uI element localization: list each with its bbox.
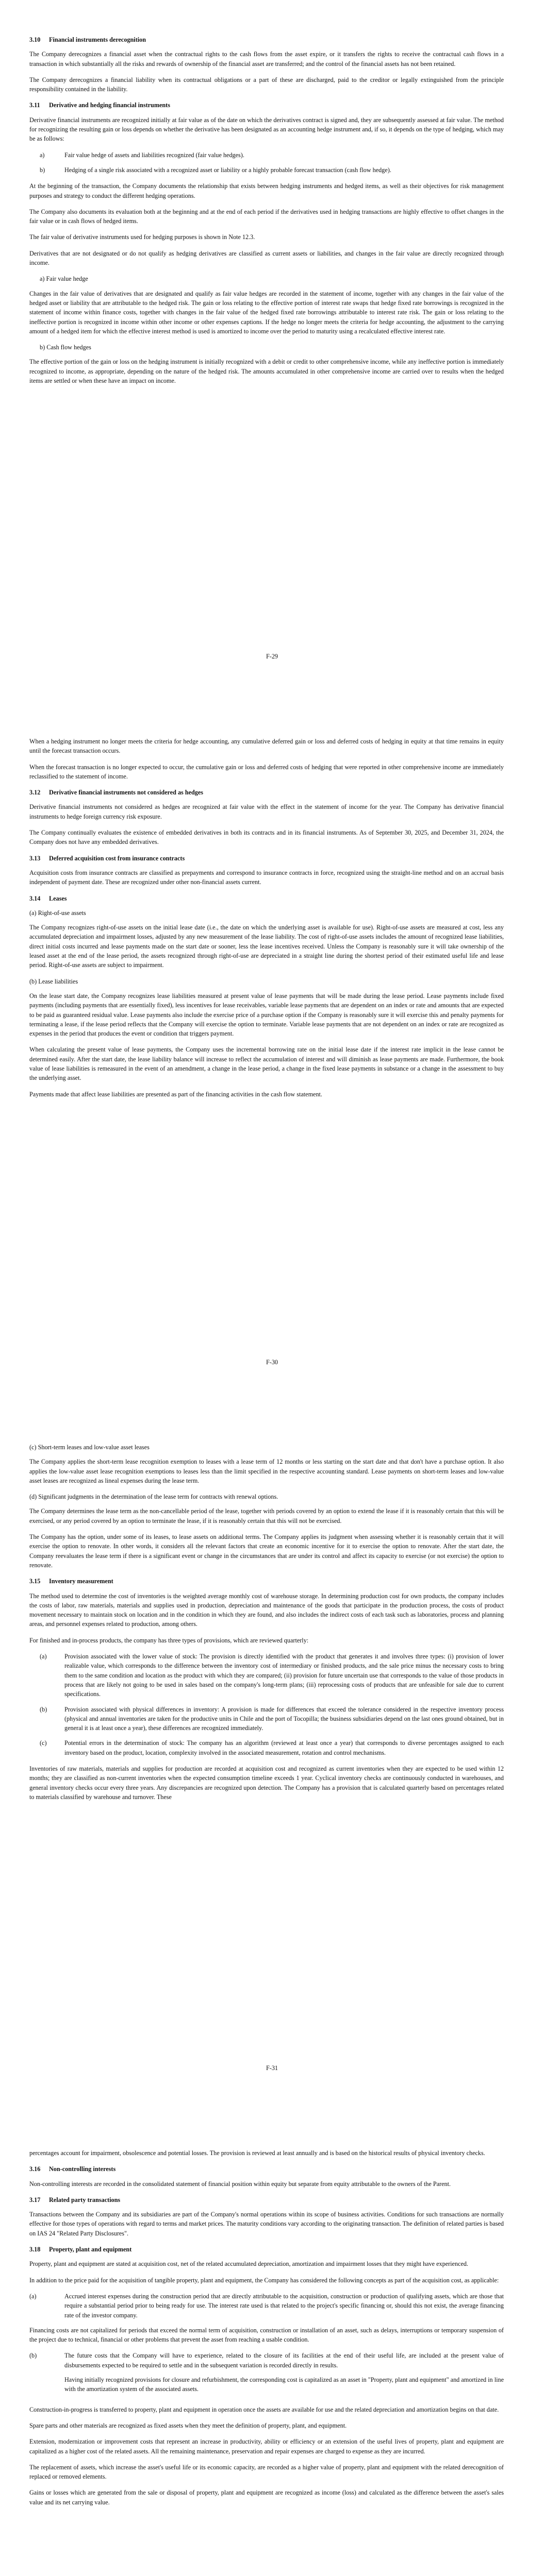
paragraph: Derivative financial instruments are recognized initially at fair value as of the date on which the derivatives contract is signed and, they are subsequently assessed at fair value. The method for recognizing the resulting gain or loss depends on whether the derivative has been designated as an accounting hedge instrument and, if so, it depends on the type of hedging, which may be as follows:	[29, 116, 504, 143]
list-item: a) Fair value hedge of assets and liabilities recognized (fair value hedges).	[40, 151, 244, 159]
paragraph: Transactions between the Company and its subsidiaries are part of the Company's normal operations within its scope of business activities. Conditions for such transactions are normally effective for those types of operations with regard to terms and market prices. The maturity conditions vary according to the originating transaction. The definition of related parties is based on IAS 24 "Related Party Disclosures".	[29, 2211, 504, 2237]
section-heading-3-13: 3.13 Deferred acquisition cost from insurance contracts	[29, 854, 185, 862]
paragraph: When the forecast transaction is no longer expected to occur, the cumulative gain or loss and deferred costs of hedging that were reported in other comprehensive income are immediately reclassified to the statement of income.	[29, 763, 504, 780]
paragraph: The Company has the option, under some of its leases, to lease assets on additional terms. The Company applies its judgment when assessing whether it is reasonably certain that it will exercise the option to renovate. In other words, it considers all the relevant factors that create an economic incentive for it to exercise the option to renovate. After the start date, the Company reevaluates the lease term if there is a significant event or change in the circumstances that are under its control and affect its capacity to exercise (or not exercise) the option to renovate.	[29, 1533, 504, 1569]
paragraph: Financing costs are not capitalized for periods that exceed the normal term of acquisition, construction or installation of an asset, such as delays, interruptions or temporary suspension of the project due to technical, financial or other problems that prevent the asset from reaching a usable condition.	[29, 2326, 504, 2344]
section-heading-3-18: 3.18 Property, plant and equipment	[29, 2246, 132, 2253]
section-heading-3-10: 3.10 Financial instruments derecognition	[29, 36, 146, 43]
paragraph: Gains or losses which are generated from the sale or disposal of property, plant and equipment are recognized as income (loss) and calculated as the difference between the asset's sales value and its net carrying value.	[29, 2489, 504, 2506]
paragraph: The Company recognizes right-of-use assets on the initial lease date (i.e., the date on which the underlying asset is available for use). Right-of-use assets are measured at cost, less any accumulated depreciation and impairment losses, adjusted by any new measurement of the lease liability. The cost of right-of-use assets includes the amount of recognized lease liabilities, direct initial costs incurred and lease payments made on the start date or sooner, less the lease incentives received. Unless the Company is reasonably sure it will take ownership of the leased asset at the end of the lease period, the assets recognized through right-of-use are depreciated in a straight line during the shortest period of their estimated useful life and lease period. Right-of-use assets are subject to impairment.	[29, 924, 504, 969]
paragraph: The Company derecognizes a financial liability when its contractual obligations or a part of these are discharged, paid to the creditor or legally extinguished from the principle responsibility contained in the liability.	[29, 76, 504, 93]
paragraph: The Company continually evaluates the existence of embedded derivatives in both its contracts and in its financial instruments. As of September 30, 2025, and December 31, 2024, the Company does not have any embedded derivatives.	[29, 829, 504, 846]
paragraph: When calculating the present value of lease payments, the Company uses the incremental borrowing rate on the initial lease date if the interest rate implicit in the lease cannot be determined easily. After the start date, the lease liability balance will increase to reflect the accumulation of interest and will diminish as lease payments are made. Furthermore, the book value of lease liabilities is remeasured in the event of an amendment, a change in the lease period, a change in the fixed lease payments in substance or a change in the assessment to buy the underlying asset.	[29, 1046, 504, 1082]
paragraph: Acquisition costs from insurance contracts are classified as prepayments and correspond to insurance contracts in force, recognized using the straight-line method and on an accrual basis independent of payment date. These are recognized under other non-financial assets current.	[29, 869, 504, 886]
subheading: (b) Lease liabilities	[29, 977, 78, 985]
list-item: (b) Provision associated with physical differences in inventory: A provision is made for differences that exceed the tolerance considered in the respective inventory process (physical and annual inventories are taken for the productive units in Chile and the port of Tocopilla; the business subsidiaries depend on the last ones ground obtained, but in general it is at least once a year), these differences are recognized immediately.	[40, 1705, 504, 1732]
page-number: F-30	[266, 1359, 278, 1366]
page-number: F-31	[266, 2064, 278, 2072]
paragraph: At the beginning of the transaction, the Company documents the relationship that exists between hedging instruments and hedged items, as well as their objectives for risk management purposes and strategy to conduct the different hedging operations.	[29, 182, 504, 199]
paragraph: The Company applies the short-term lease recognition exemption to leases with a lease term of 12 months or less starting on the start date and that don't have a purchase option. It also applies the low-value asset lease recognition exemptions to leases less than the limit specified in the respective accounting standard. Lease payments on short-term leases and low-value asset leases are recognized as lineal expenses during the lease term.	[29, 1458, 504, 1484]
list-item: (a) Provision associated with the lower value of stock: The provision is directly identified with the product that generates it and involves three types: (i) provision of lower realizable value, which corresponds to the difference between the inventory cost of intermediary or finished products, and the sale price minus the necessary costs to bring them to the same condition and location as the product with which they are compared; (ii) provision for future uncertain use that corresponds to the value of those products in process that are likely not going to be used in sales based on the company's long-term plans; (iii) reprocessing costs of products that are unfeasible for sale due to current specifications.	[40, 1653, 504, 1698]
paragraph: Spare parts and other materials are recognized as fixed assets when they meet the definition of property, plant, and equipment.	[29, 2421, 347, 2429]
subheading: (a) Right-of-use assets	[29, 909, 86, 917]
subheading: b) Cash flow hedges	[40, 344, 91, 351]
list-item: (a) Accrued interest expenses during the construction period that are directly attributable to the acquisition, construction or production of qualifying assets, which are those that require a substantial period prior to being ready for use. The interest rate used is that related to the project's specific financing or, should this not exist, the average financing rate of the investor company.	[29, 2292, 504, 2319]
page-number: F-29	[266, 653, 278, 660]
list-item: b) Hedging of a single risk associated with a recognized asset or liability or a highly probable forecast transaction (cash flow hedge).	[40, 166, 391, 174]
paragraph: The Company determines the lease term as the non-cancellable period of the lease, together with periods covered by an option to extend the lease if it is reasonably certain that this will be exercised, or any period covered by an option to terminate the lease, if it is reasonably certain that this will not be exercised.	[29, 1507, 504, 1524]
subheading: a) Fair value hedge	[40, 275, 88, 283]
page-f31	[29, 1443, 504, 1808]
paragraph: Extension, modernization or improvement costs that represent an increase in productivity, ability or efficiency or an extension of the useful lives of property, plant and equipment are capitalized as a higher cost of the related assets. All the remaining maintenance, preservation and repair expenses are charged to expense as they are incurred.	[29, 2438, 504, 2455]
section-heading-3-17: 3.17 Related party transactions	[29, 2196, 121, 2204]
page-f30	[29, 737, 504, 1106]
paragraph: The fair value of derivative instruments used for hedging purposes is shown in Note 12.3.	[29, 233, 255, 241]
list-item: (b) The future costs that the Company will have to experience, related to the closure of its facilities at the end of their useful life, are included at the present value of disbursements expected to be required to settle and in the subsequent variation is recorded directly in results. Having initially recognized provisions for closure and refurbishment, the corresponding cost is capitalized as an asset in "Property, plant and equipment" and amortized in line with the amortization system of the associated assets.	[29, 2351, 504, 2399]
paragraph: The future costs that the Company will have to experience, related to the closure of its facilities at the end of their useful life, are included at the present value of disbursements expected to be required to settle and in the subsequent variation is recorded directly in results.	[64, 2352, 504, 2369]
section-heading-3-15: 3.15 Inventory measurement	[29, 1578, 113, 1585]
paragraph: percentages account for impairment, obsolescence and potential losses. The provision is reviewed at least annually and is based on the historical results of physical inventory checks.	[29, 2149, 485, 2157]
section-heading-3-12: 3.12 Derivative financial instruments not considered as hedges	[29, 789, 204, 796]
paragraph: In addition to the price paid for the acquisition of tangible property, plant and equipment, the Company has considered the following concepts as part of the acquisition cost, as applicable:	[29, 2276, 499, 2284]
paragraph: Property, plant and equipment are stated at acquisition cost, net of the related accumulated depreciation, amortization and impairment losses that they might have experienced.	[29, 2260, 469, 2268]
paragraph: When a hedging instrument no longer meets the criteria for hedge accounting, any cumulative deferred gain or loss and deferred costs of hedging in equity at that time remains in equity until the forecast transaction occurs.	[29, 738, 504, 755]
paragraph: The effective portion of the gain or loss on the hedging instrument is initially recognized with a debit or credit to other comprehensive income, while any ineffective portion is immediately recognized to income, as appropriate, depending on the nature of the hedged risk. The amounts accumulated in other comprehensive income are carried over to results when the hedged items are settled or when these have an impact on income.	[29, 358, 504, 385]
page-f32	[29, 2148, 504, 2514]
paragraph: On the lease start date, the Company recognizes lease liabilities measured at present value of lease payments that will be made during the lease period. Lease payments include fixed payments (including payments that are essentially fixed), less incentives for lease receivables, variable lease payments that are dependent on an index or rate and amounts that are expected to be paid as guaranteed residual value. Lease payments also include the exercise price of a purchase option if the Company is reasonably sure it will exercise this and penalty payments for terminating a lease, if the lease period reflects that the Company will exercise the option to terminate. Variable lease payments that are not dependent on an index or rate are recognized as expenses in the period that produces the event or condition that triggers payment.	[29, 992, 504, 1038]
hedge-type-list	[29, 150, 504, 175]
paragraph: Changes in the fair value of derivatives that are designated and qualify as fair value hedges are recorded in the statement of income, together with any changes in the fair value of the hedged asset or liability that are attributable to the hedged risk. The gain or loss relating to the effective portion of interest rate swaps that hedge fixed rate borrowings is recognized in the statement of income within finance costs, together with changes in the fair value of the hedged fixed rate borrowings attributable to interest rate risk. The gain or loss relating to the ineffective portion is recognized in income within other income or other expenses captions. If the hedge no longer meets the criteria for hedge accounting, the adjustment to the carrying amount of a hedged item for which the effective interest method is used is amortized to income over the period to maturity using a recalculated effective interest rate.	[29, 290, 504, 335]
paragraph: The Company derecognizes a financial asset when the contractual rights to the cash flows from the asset expire, or it transfers the rights to receive the contractual cash flows in a transaction in which substantially all the risks and rewards of ownership of the financial asset are transferred; and the control of the financial assets has not been retained.	[29, 50, 504, 67]
subheading: (d) Significant judgments in the determination of the lease term for contracts with renewal options.	[29, 1493, 278, 1501]
paragraph: The Company also documents its evaluation both at the beginning and at the end of each period if the derivatives used in hedging transactions are highly effective to offset changes in the fair value or in cash flows of hedged items.	[29, 208, 504, 225]
section-heading-3-11: 3.11 Derivative and hedging financial instruments	[29, 101, 170, 109]
paragraph: The method used to determine the cost of inventories is the weighted average monthly cost of warehouse storage. In determining production cost for own products, the company includes the costs of labor, raw materials, materials and supplies used in production, depreciation and maintenance of the goods that participate in the production process, the costs of product movement necessary to maintain stock on location and in the condition in which they are found, and also includes the indirect costs of each task such as laboratories, process and planning areas, and personnel expenses related to production, among others.	[29, 1592, 504, 1628]
section-heading-3-14: 3.14 Leases	[29, 894, 67, 902]
paragraph: The replacement of assets, which increase the asset's useful life or its economic capacity, are recorded as a higher value of property, plant and equipment with the related derecognition of replaced or removed elements.	[29, 2463, 504, 2481]
paragraph: Payments made that affect lease liabilities are presented as part of the financing activities in the cash flow statement.	[29, 1090, 322, 1098]
paragraph: Having initially recognized provisions for closure and refurbishment, the corresponding cost is capitalized as an asset in "Property, plant and equipment" and amortized in line with the amortization system of the associated assets.	[64, 2376, 504, 2393]
list-item: (c) Potential errors in the determination of stock: The company has an algorithm (reviewed at least once a year) that corresponds to diverse percentages assigned to each inventory based on the product, location, complexity involved in the associated measurement, rotation and control mechanisms.	[40, 1739, 504, 1756]
section-heading-3-16: 3.16 Non-controlling interests	[29, 2165, 116, 2173]
page-f29	[29, 31, 504, 392]
paragraph: Inventories of raw materials, materials and supplies for production are recorded at acquisition cost and recognized as current inventories when they are expected to be used within 12 months; they are classified as non-current inventories when the expected consumption timeline exceeds 1 year. Cyclical inventory checks are continuously conducted in warehouses, and general inventory checks occur every three years. Any discrepancies are recognized upon detection. The Company has a provision that is calculated quarterly based on percentages related to materials classified by warehouse and turnover. These	[29, 1765, 504, 1801]
paragraph: Derivative financial instruments not considered as hedges are recognized at fair value with the effect in the statement of income for the year. The Company has derivative financial instruments to hedge foreign currency risk exposure.	[29, 803, 504, 820]
provision-list	[29, 1652, 504, 1757]
paragraph: Non-controlling interests are recorded in the consolidated statement of financial position within equity but separate from equity attributable to the owners of the Parent.	[29, 2180, 451, 2188]
subheading: (c) Short-term leases and low-value asset leases	[29, 1444, 150, 1451]
paragraph: Construction-in-progress is transferred to property, plant and equipment in operation once the assets are available for use and the related depreciation and amortization begins on that date.	[29, 2405, 499, 2413]
paragraph: For finished and in-process products, the company has three types of provisions, which are reviewed quarterly:	[29, 1636, 309, 1644]
paragraph: Derivatives that are not designated or do not qualify as hedging derivatives are classified as current assets or liabilities, and changes in the fair value are directly recognized through income.	[29, 249, 504, 267]
